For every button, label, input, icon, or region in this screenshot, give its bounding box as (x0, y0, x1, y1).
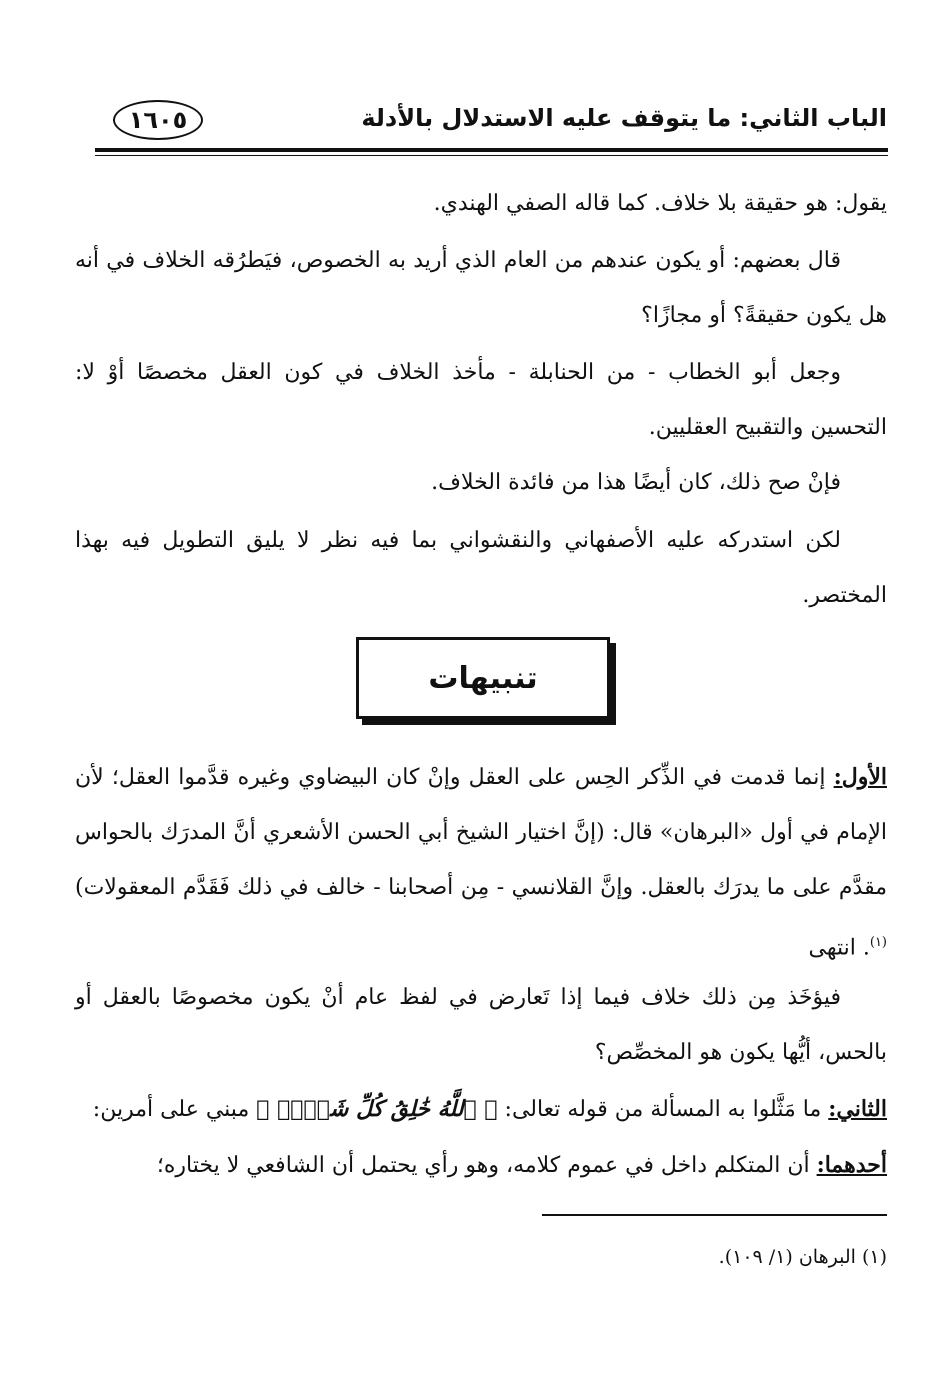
header-rule-thick (95, 148, 888, 152)
footnote-marker: (١) (869, 935, 887, 950)
first-note-paragraph (75, 750, 887, 975)
paragraph-2: قال بعضهم: أو يكون عندهم من العام الذي أريد به الخصوص، فيَطرُقه الخلاف في أنه هل يكون حقيقةً؟ أو مجازًا؟ (75, 248, 887, 328)
quran-verse: ﴿ ٱللَّهُ خَٰلِقُ كُلِّ شَيۡءٖ ﴾ (256, 1096, 498, 1122)
second-note-text-after: مبني على أمرين: (92, 1097, 250, 1122)
running-header (95, 100, 887, 146)
paragraph-4: فإنْ صح ذلك، كان أيضًا هذا من فائدة الخلاف. (431, 470, 841, 495)
first-matter-lead: أحدهما: (816, 1152, 887, 1178)
section-title: تنبيهات (428, 660, 538, 696)
footnote: (١) البرهان (١/ ١٠٩). (718, 1246, 887, 1268)
header-rule-thin (95, 155, 888, 156)
paragraph-5: لكن استدركه عليه الأصفهاني والنقشواني بما فيه نظر لا يليق التطويل فيه بهذا المختصر. (75, 528, 887, 608)
page-number-badge: ١٦٠٥ (113, 100, 203, 140)
first-note-tail: . انتهى (808, 935, 870, 961)
paragraph-3: وجعل أبو الخطاب - من الحنابلة - مأخذ الخلاف في كون العقل مخصصًا أوْ لا: التحسين والتقبيح العقليين. (75, 360, 887, 440)
first-note-lead: الأول: (833, 764, 888, 790)
second-note-paragraph (75, 1082, 887, 1137)
section-heading-box (356, 637, 610, 719)
chapter-title: الباب الثاني: ما يتوقف عليه الاستدلال بالأدلة (361, 104, 887, 132)
paragraph-1: يقول: هو حقيقة بلا خلاف. كما قاله الصفي الهندي. (433, 191, 887, 216)
first-matter-text: أن المتكلم داخل في عموم كلامه، وهو رأي يحتمل أن الشافعي لا يختاره؛ (156, 1153, 810, 1178)
second-note-text-before: ما مَثَّلوا به المسألة من قوله تعالى: (504, 1097, 822, 1122)
first-note-continuation: فيؤخَذ مِن ذلك خلاف فيما إذا تَعارض في لفظ عام أنْ يكون مخصوصًا بالعقل أو بالحس، أيُّها يكون هو المخصِّص؟ (75, 985, 887, 1065)
second-note-lead: الثاني: (828, 1096, 887, 1122)
first-note-text: إنما قدمت في الذِّكر الحِس على العقل وإنْ كان البيضاوي وغيره قدَّموا العقل؛ لأن الإمام في أول «البرهان» قال: (إنَّ اختيار الشيخ أبي الحسن الأشعري أنَّ المدرَك بالحواس مقدَّم على ما يدرَك بالعقل. وإنَّ القلانسي - مِن أصحابنا - خالف في ذلك فَقَدَّم المعقولات) (75, 765, 887, 900)
footnote-separator (542, 1214, 887, 1216)
first-matter-paragraph (75, 1138, 887, 1193)
